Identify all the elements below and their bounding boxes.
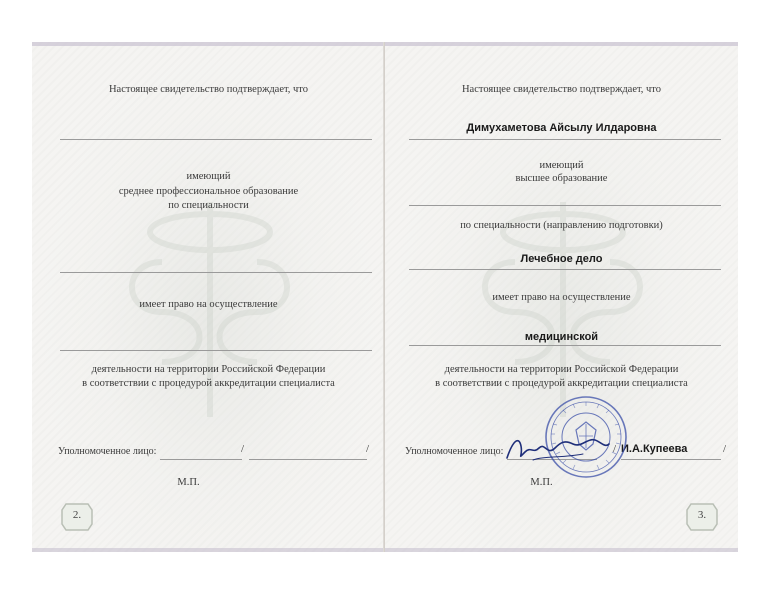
education-line [409, 205, 721, 206]
handwritten-signature-icon [503, 430, 613, 468]
authorized-label: Уполномоченное лицо: [58, 446, 157, 457]
top-edge [385, 42, 738, 46]
certify-text: Настоящее свидетельство подтверждает, что [108, 84, 309, 95]
authorized-name: И.А.Купеева [621, 443, 688, 455]
right-to-label: имеет право на осуществление [492, 292, 631, 303]
specialty-line [60, 272, 372, 273]
education-label: среднее профессиональное образование [118, 186, 299, 197]
authorized-label: Уполномоченное лицо: [405, 446, 504, 457]
having-label: имеющий [186, 171, 231, 182]
separator-slash: / [241, 443, 245, 455]
page-number-badge [60, 502, 94, 532]
activity-type-line [409, 345, 721, 346]
seal-place-label: М.П. [177, 477, 200, 488]
specialty-label: по специальности [168, 200, 249, 211]
activity-line-1: деятельности на территории Российской Федерации [444, 364, 679, 375]
activity-line-1: деятельности на территории Российской Федерации [91, 364, 326, 375]
activity-type-line [60, 350, 372, 351]
page-number: 3. [697, 509, 707, 521]
name-sign-line [249, 459, 367, 460]
top-edge [32, 42, 385, 46]
education-label: высшее образование [515, 173, 608, 184]
name-sign-line [621, 459, 721, 460]
activity-line-2: в соответствии с процедурой аккредитации специалиста [82, 378, 335, 389]
certificate-spread [32, 42, 738, 552]
activity-type: медицинской [524, 331, 599, 343]
name-line [409, 139, 721, 140]
name-line [60, 139, 372, 140]
separator-slash: / [613, 443, 617, 455]
specialty-line [409, 269, 721, 270]
separator-slash-end: / [723, 443, 727, 455]
right-page [385, 42, 738, 552]
separator-slash-end: / [366, 443, 370, 455]
right-to-label: имеет право на осуществление [139, 299, 278, 310]
specialty-value: Лечебное дело [520, 253, 603, 265]
page-number: 2. [72, 509, 82, 521]
specialty-label: по специальности (направлению подготовки) [460, 220, 663, 231]
bottom-edge [32, 548, 385, 552]
activity-line-2: в соответствии с процедурой аккредитации специалиста [435, 378, 688, 389]
bottom-edge [385, 548, 738, 552]
holder-name: Димухаметова Айсылу Илдаровна [466, 122, 657, 134]
page-number-badge [685, 502, 719, 532]
seal-place-label: М.П. [530, 477, 553, 488]
certify-text: Настоящее свидетельство подтверждает, что [461, 84, 662, 95]
left-page [32, 42, 385, 552]
having-label: имеющий [539, 160, 584, 171]
signature-line [160, 459, 242, 460]
